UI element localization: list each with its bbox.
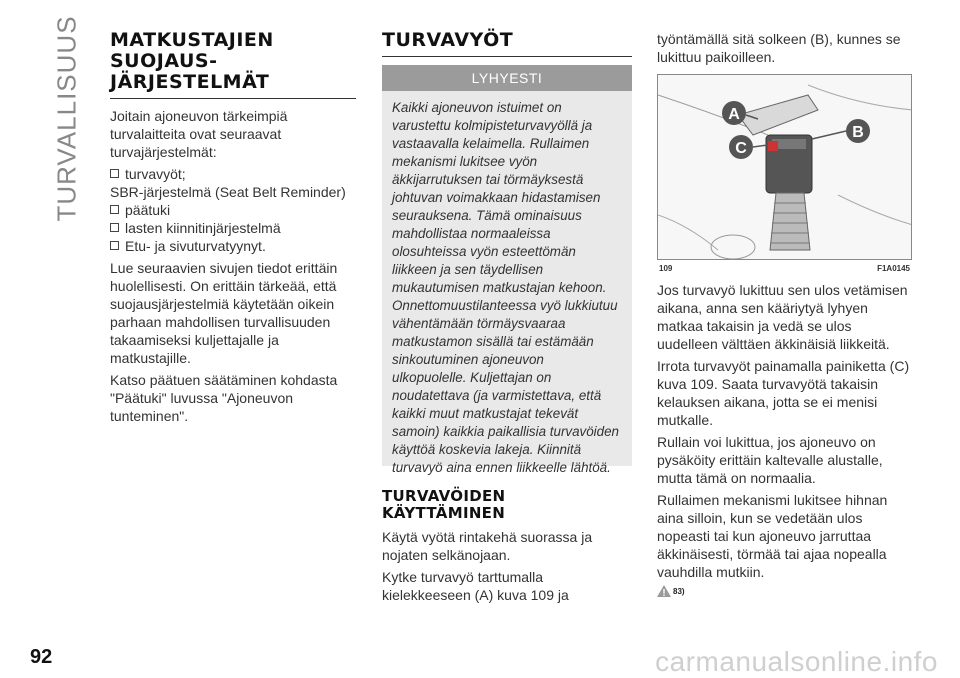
bullet-square-icon <box>110 241 119 250</box>
column-left <box>110 30 356 429</box>
heading-rule <box>110 98 356 99</box>
bullet-square-icon <box>110 169 119 178</box>
paragraph: Rullaimen mekanismi lukitsee hihnan aina silloin, kun se vedetään ulos nopeasti tai kun ajoneuvo jarruttaa äkkinäisesti, törmää tai ajaa nopealla vauhdilla mutkiin. <box>657 492 888 580</box>
bullet-square-icon <box>110 223 119 232</box>
svg-text:A: A <box>728 106 740 123</box>
list-item: Etu- ja sivuturvatyynyt. <box>110 237 356 255</box>
sub-heading-using-seat-belts: TURVAVÖIDEN KÄYTTÄMINEN <box>382 487 506 522</box>
paragraph: Jos turvavyö lukittuu sen ulos vetämisen aikana, anna sen kääriytyä lyhyen matkaa takaisin ja vedä se ulos uudelleen välttäen äkkinäisiä liikkeitä. <box>657 282 908 352</box>
paragraph: Lue seuraavien sivujen tiedot erittäin huolellisesti. On erittäin tärkeää, että suojausjärjestelmiä käytetään oikein parhaan mahdollisen turvallisuuden takaamiseksi kuljettajalle ja matkustajille. <box>110 260 338 366</box>
figure-109 <box>657 74 912 260</box>
sbr-line: SBR-järjestelmä (Seat Belt Reminder) <box>110 184 346 200</box>
paragraph: Käytä vyötä rintakehä suorassa ja nojaten selkänojaan. <box>382 529 593 563</box>
paragraph: Kytke turvavyö tarttumalla kielekkeeseen (A) kuva 109 ja <box>382 569 569 603</box>
warning-reference[interactable]: 83) <box>657 585 912 597</box>
seat-belt-buckle-illustration <box>658 75 912 260</box>
svg-text:C: C <box>735 140 747 157</box>
list-item: turvavyöt; <box>110 165 356 183</box>
summary-label: LYHYESTI <box>382 65 632 91</box>
svg-text:B: B <box>852 124 864 141</box>
restraint-systems-body <box>110 107 356 425</box>
using-seat-belts-body <box>382 528 632 604</box>
summary-box <box>382 91 632 475</box>
paragraph: Irrota turvavyöt painamalla painiketta (C) kuva 109. Saata turvavyötä takaisin kelauksen aikana, jotta se ei menisi mutkalle. <box>657 358 910 428</box>
chapter-side-title: TURVALLISUUS <box>51 14 82 222</box>
paragraph: työntämällä sitä solkeen (B), kunnes se lukittuu paikoilleen. <box>657 31 901 65</box>
warning-triangle-icon <box>657 585 671 597</box>
bullet-square-icon <box>110 205 119 214</box>
list-item: päätuki <box>110 201 356 219</box>
figure-number: 109 <box>659 264 673 273</box>
section-heading-seat-belts: TURVAVYÖT <box>382 29 514 51</box>
summary-text: Kaikki ajoneuvon istuimet on varustettu kolmipisteturvavyöllä ja vastaavalla kelaimella. Rullaimen mekanismi lukitsee vyön äkkijarrutuksen tai törmäyksestä johtuvan voimakkaan hidastamisen seurauksena. Tämä ominaisuus mahdollistaa normaaleissa olosuhteissa vyön esteettömän liikkeen ja sen täydellisen mukautumisen matkustajan kehoon. Onnettomuustilanteessa vyö lukkiutuu vähentämään törmäysvaaraa matkustamon sisällä tai estämään sinkoutuminen ajoneuvon ulkopuolelle. Kuljettajan on noudatettava (ja varmistettava, että kaikki muut matkustajat tekevät samoin) kaikkia paikallisia turvavöiden käyttöä koskevia lakeja. Kiinnitä turvavyö aina ennen liikkeelle lähtöä. <box>392 100 620 475</box>
paragraph: Rullain voi lukittua, jos ajoneuvo on pysäköity erittäin kaltevalle alustalle, mutta tämä on normaalia. <box>657 434 883 486</box>
column-middle <box>382 30 632 608</box>
column-right <box>657 30 912 597</box>
figure-code: F1A0145 <box>877 264 910 273</box>
heading-rule <box>382 56 632 57</box>
intro-paragraph: Joitain ajoneuvon tärkeimpiä turvalaitteita ovat seuraavat turvajärjestelmät: <box>110 108 288 160</box>
page-number: 92 <box>30 646 53 668</box>
watermark: carmanualsonline.info <box>655 646 938 677</box>
section-heading-restraint-systems: MATKUSTAJIEN SUOJAUS-JÄRJESTELMÄT <box>110 29 274 93</box>
list-item: lasten kiinnitinjärjestelmä <box>110 219 356 237</box>
paragraph: Katso päätuen säätäminen kohdasta "Päätuki" luvussa "Ajoneuvon tunteminen". <box>110 372 338 424</box>
figure-caption <box>657 264 912 273</box>
